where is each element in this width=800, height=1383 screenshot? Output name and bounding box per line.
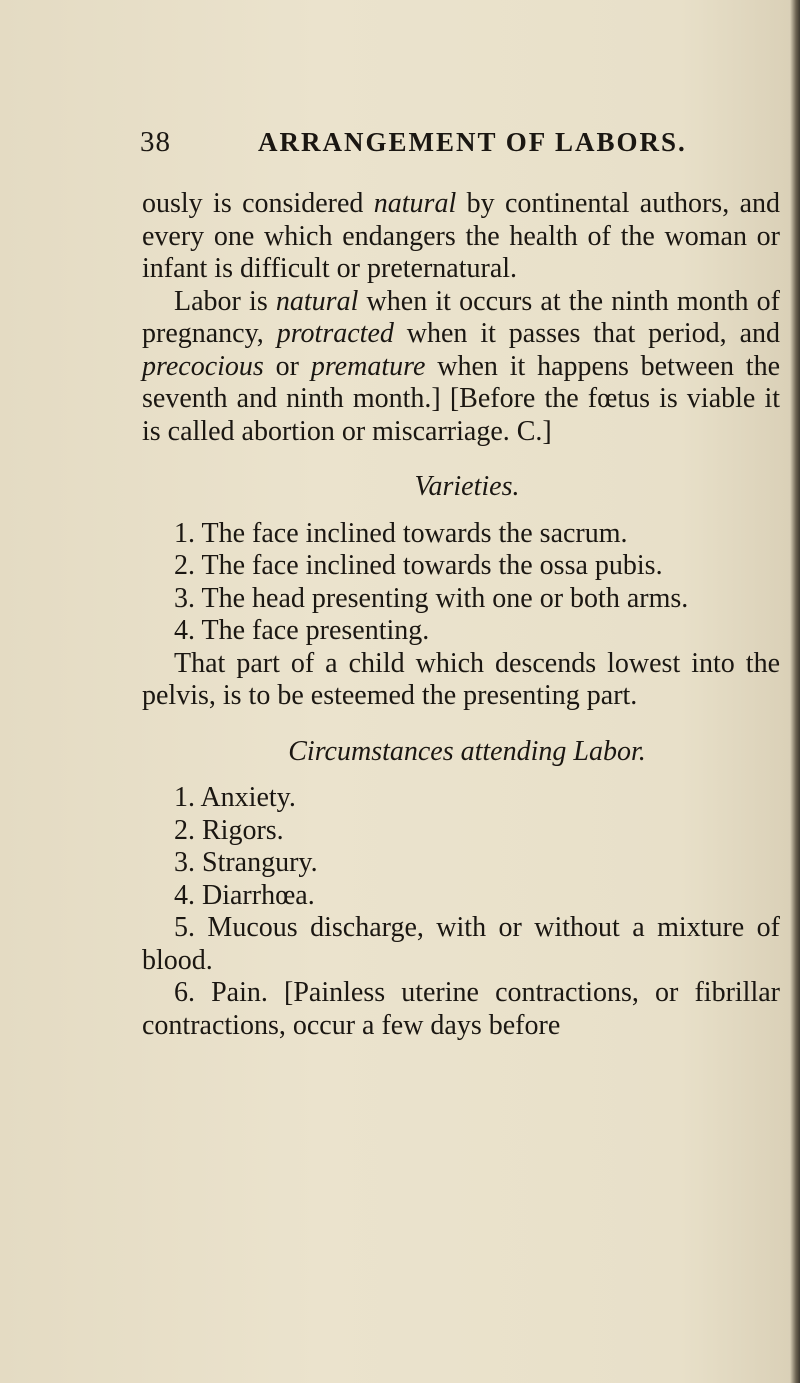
- paragraph-presenting-part: That part of a child which descends lowest into the pelvis, is to be esteemed the presenting part.: [142, 647, 780, 711]
- list-item: 5. Mucous discharge, with or without a mixture of blood.: [142, 912, 780, 976]
- list-item: 1. The face inclined towards the sacrum.: [174, 517, 628, 549]
- italic-term: precocious: [142, 350, 264, 382]
- list-item: 3. The head presenting with one or both arms.: [174, 582, 689, 614]
- list-item: 3. Strangury.: [174, 847, 318, 878]
- italic-term: protracted: [276, 318, 394, 349]
- list-item: 2. Rigors.: [174, 814, 284, 846]
- running-header: [140, 126, 780, 159]
- italic-term: natural: [275, 285, 359, 317]
- list-item: 4. The face presenting.: [174, 615, 430, 646]
- running-title: ARRANGEMENT OF LABORS.: [258, 127, 687, 157]
- list-item: 4. Diarrhœa.: [174, 879, 315, 911]
- italic-term: natural: [373, 188, 457, 219]
- italic-term: premature: [310, 350, 426, 382]
- section-heading-varieties: Varieties.: [414, 471, 520, 502]
- page-body: [142, 188, 780, 1042]
- page-number: 38: [140, 126, 171, 158]
- paragraph-continuation: ously is considered natural by continental authors, and every one which endangers the health of the woman or infant is difficult or preternatural.: [142, 188, 780, 284]
- paragraph-labor-definition: Labor is natural when it occurs at the ninth month of pregnancy, protracted when it passes that period, and precocious or premature when it happens between the seventh and ninth month.] [Before the fœtus is viable it is called abortion or miscarriage. C.]: [142, 285, 781, 447]
- list-item: 1. Anxiety.: [174, 782, 296, 813]
- section-heading-circumstances: Circumstances attending Labor.: [288, 735, 646, 767]
- list-item: 6. Pain. [Painless uterine contractions, or fibrillar contractions, occur a few days before: [142, 977, 780, 1041]
- list-item: 2. The face inclined towards the ossa pubis.: [174, 550, 663, 581]
- page-edge-shadow: [790, 0, 800, 1383]
